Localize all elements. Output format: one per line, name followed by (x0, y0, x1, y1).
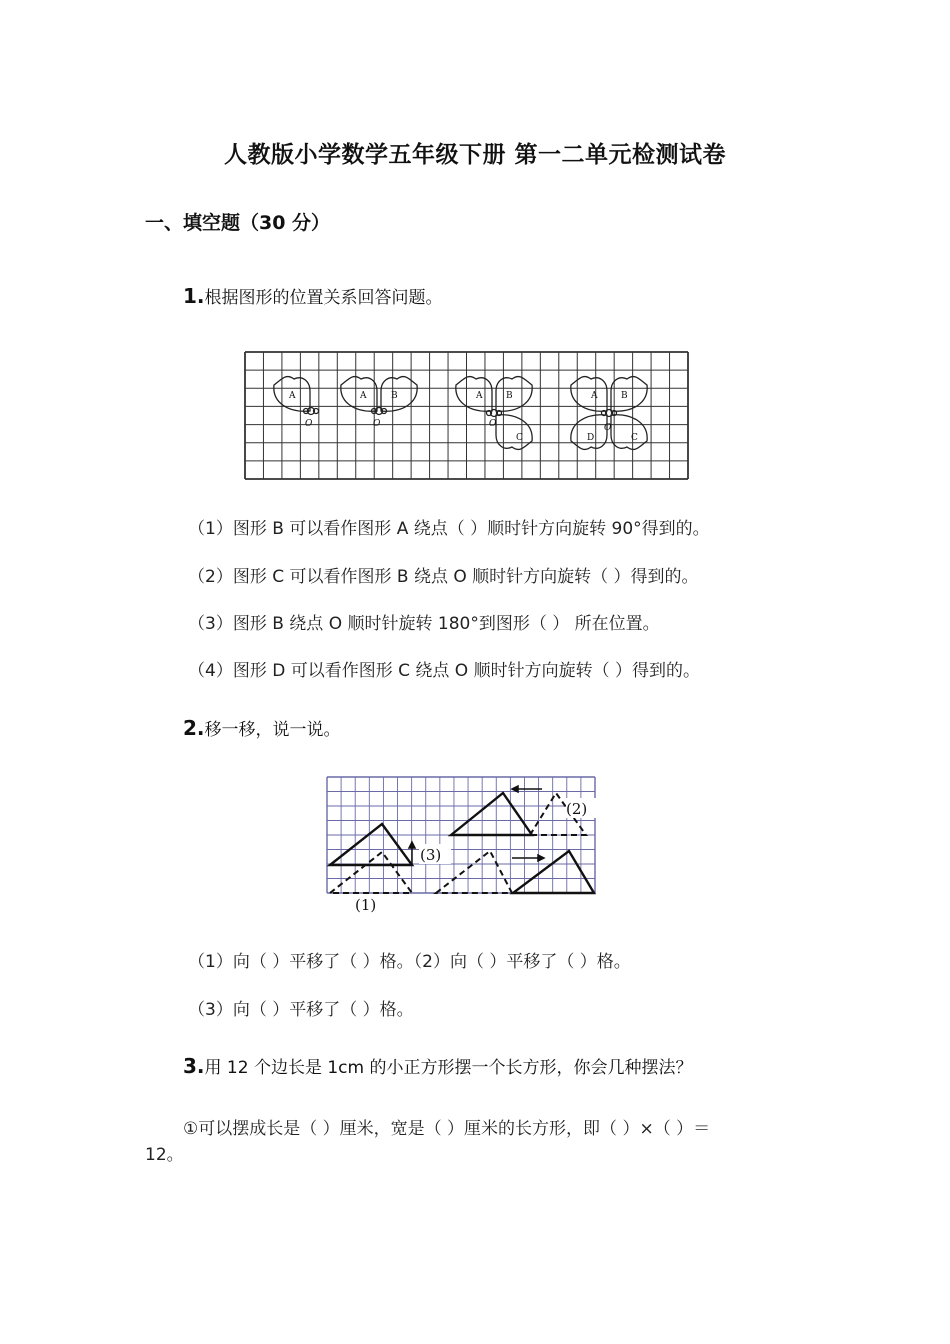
label-d: D (587, 433, 595, 443)
section-heading-fill-blank: 一、填空题（30 分） (145, 212, 331, 234)
translation-figure (326, 776, 598, 916)
q1-item-4: （4）图形 D 可以看作图形 C 绕点 O 顺时针方向旋转（ ）得到的。 (188, 661, 700, 681)
arrow-right-head-icon (538, 855, 544, 861)
label-b: B (391, 391, 398, 401)
question-2-text: 移一移，说一说。 (204, 720, 341, 740)
petal-c (611, 415, 647, 450)
shape-group-2 (341, 377, 417, 415)
q2-item-1: （1）向（ ）平移了（ ）格。（2）向（ ）平移了（ ）格。 (188, 952, 631, 972)
question-3-number: 3. (183, 1054, 205, 1078)
q2-item-2: （3）向（ ）平移了（ ）格。 (188, 1000, 414, 1020)
q3-item-1-line-1: ①可以摆成长是（ ）厘米，宽是（ ）厘米的长方形，即（ ）×（ ）＝ (183, 1119, 711, 1139)
question-3 (183, 1053, 692, 1078)
label-o: O (489, 419, 497, 429)
label-b: B (506, 391, 513, 401)
question-1-number: 1. (183, 284, 205, 308)
question-3-text: 用 12 个边长是 1cm 的小正方形摆一个长方形，你会几种摆法？ (204, 1058, 693, 1078)
question-1-text: 根据图形的位置关系回答问题。 (204, 288, 443, 308)
question-1 (183, 283, 443, 308)
shape-group-1 (274, 377, 319, 415)
label-o: O (604, 423, 612, 433)
triangle-1-solid (330, 824, 412, 865)
q3-item-1-line-2: 12。 (145, 1145, 184, 1165)
label-a: A (289, 391, 296, 401)
label-3: (3) (420, 846, 442, 864)
label-o: O (305, 419, 313, 429)
label-a: A (360, 391, 367, 401)
label-c: C (516, 433, 523, 443)
question-2-number: 2. (183, 716, 205, 740)
label-a: A (476, 391, 483, 401)
label-o: O (373, 419, 381, 429)
triangle-1-dashed (330, 852, 412, 893)
label-c: C (631, 433, 638, 443)
triangle-2-solid (451, 793, 532, 835)
q1-item-2: （2）图形 C 可以看作图形 B 绕点 O 顺时针方向旋转（ ）得到的。 (188, 567, 699, 587)
label-1: (1) (355, 896, 377, 914)
arrow-up-head-icon (409, 842, 415, 848)
petal-c (496, 415, 532, 450)
label-2: (2) (566, 800, 588, 818)
rotation-figure (244, 351, 690, 481)
q1-item-1: （1）图形 B 可以看作图形 A 绕点（ ）顺时针方向旋转 90°得到的。 (188, 519, 710, 539)
question-2 (183, 715, 341, 740)
page-title: 人教版小学数学五年级下册 第一二单元检测试卷 (223, 142, 726, 168)
label-a: A (591, 391, 598, 401)
label-b: B (621, 391, 628, 401)
q1-item-3: （3）图形 B 绕点 O 顺时针旋转 180°到图形（ ） 所在位置。 (188, 614, 660, 634)
